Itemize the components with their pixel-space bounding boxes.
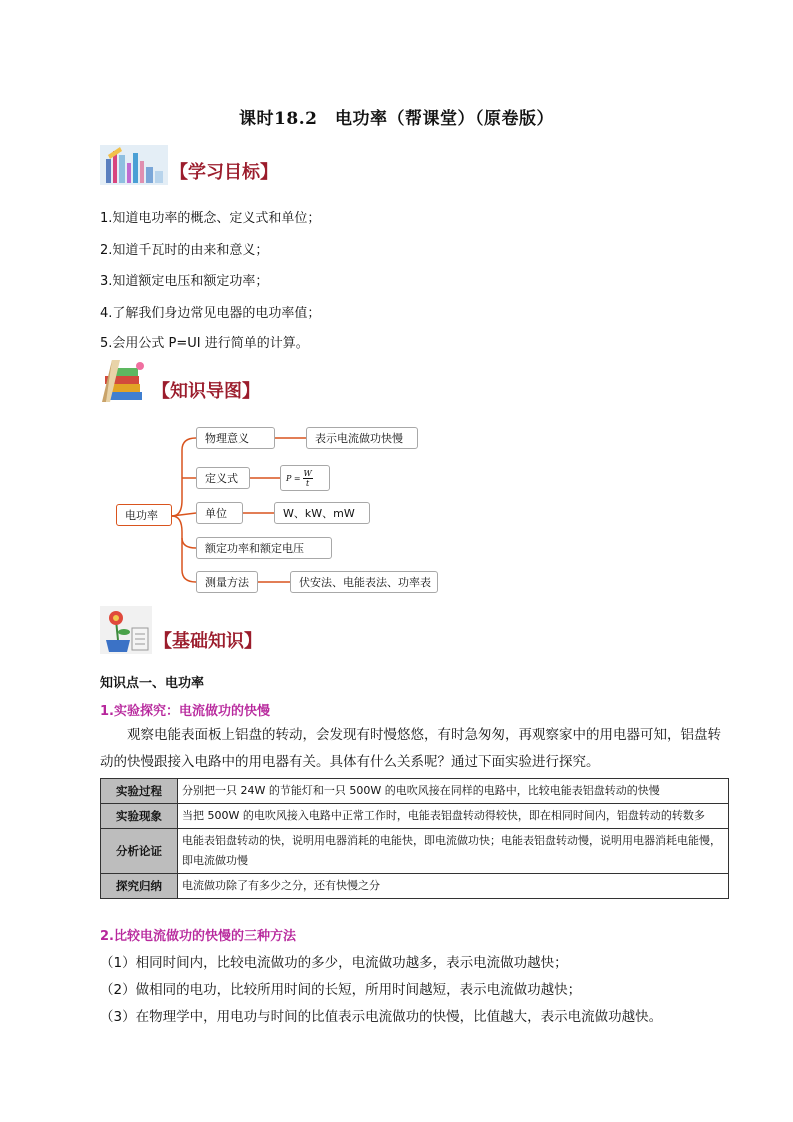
mindmap-node-unit: 单位 <box>196 502 243 524</box>
mindmap-node-measurement: 测量方法 <box>196 571 258 593</box>
section-mindmap-label: 【知识导图】 <box>152 381 260 402</box>
section-basics-label: 【基础知识】 <box>154 631 262 652</box>
section-goals-label: 【学习目标】 <box>170 162 278 183</box>
books-icon <box>100 145 168 185</box>
book-stack-icon <box>100 358 150 404</box>
mindmap-node-measurement-detail: 伏安法、电能表法、功率表 <box>290 571 438 593</box>
knowledge-point-title: 知识点一、电功率 <box>100 676 205 691</box>
method-item-3: （3）在物理学中，用电功与时间的比值表示电流做功的快慢，比值越大，表示电流做功越快。 <box>100 1009 663 1025</box>
table-row-label: 分析论证 <box>101 829 178 874</box>
flower-pot-icon <box>100 606 152 654</box>
page-title: 课时18.2 电功率（帮课堂）（原卷版） <box>239 109 554 129</box>
formula-lhs: P = <box>286 473 301 483</box>
goal-item-1: 1.知道电功率的概念、定义式和单位； <box>100 211 321 226</box>
section-basics-header <box>100 606 262 654</box>
goal-item-4: 4.了解我们身边常见电器的电功率值； <box>100 306 321 321</box>
mindmap-root: 电功率 <box>116 504 172 526</box>
goal-item-5: 5.会用公式 P=UI 进行简单的计算。 <box>100 336 309 351</box>
table-row <box>101 779 729 804</box>
goal-item-3: 3.知道额定电压和额定功率； <box>100 274 269 289</box>
section-mindmap-header <box>100 358 260 404</box>
experiment-table <box>100 778 729 899</box>
method-item-1: （1）相同时间内，比较电流做功的多少，电流做功越多，表示电流做功越快； <box>100 955 568 971</box>
table-row-text: 电流做功除了有多少之分，还有快慢之分 <box>178 874 729 899</box>
table-row-text: 当把 500W 的电吹风接入电路中正常工作时，电能表铝盘转动得较快，即在相同时间内，铝盘转动的转数多 <box>178 804 729 829</box>
subsection-experiment-title: 1.实验探究：电流做功的快慢 <box>100 704 270 719</box>
mindmap-node-meaning-detail: 表示电流做功快慢 <box>306 427 418 449</box>
table-row <box>101 804 729 829</box>
mindmap-node-meaning: 物理意义 <box>196 427 275 449</box>
table-row-label: 实验过程 <box>101 779 178 804</box>
intro-paragraph: 观察电能表面板上铝盘的转动，会发现有时慢悠悠，有时急匆匆，再观察家中的用电器可知，铝盘转动的快慢跟接入电路中的用电器有关。具体有什么关系呢？通过下面实验进行探究。 <box>100 727 721 770</box>
section-goals-header <box>100 145 278 185</box>
subsection-methods-title: 2.比较电流做功的快慢的三种方法 <box>100 929 296 944</box>
mindmap-node-rated: 额定功率和额定电压 <box>196 537 332 559</box>
table-row-text: 电能表铝盘转动的快，说明用电器消耗的电能快，即电流做功快；电能表铝盘转动慢，说明用电器消耗电能慢，即电流做功慢 <box>178 829 729 874</box>
mindmap-node-formula <box>280 465 330 491</box>
mindmap-node-unit-detail: W、kW、mW <box>274 502 370 524</box>
table-row-label: 实验现象 <box>101 804 178 829</box>
table-row <box>101 874 729 899</box>
table-row <box>101 829 729 874</box>
method-item-2: （2）做相同的电功，比较所用时间的长短，所用时间越短，表示电流做功越快； <box>100 982 582 998</box>
goal-item-2: 2.知道千瓦时的由来和意义； <box>100 243 269 258</box>
table-row-text: 分别把一只 24W 的节能灯和一只 500W 的电吹风接在同样的电路中，比较电能表铝盘转动的快慢 <box>178 779 729 804</box>
formula-numerator: W <box>303 468 312 478</box>
knowledge-mindmap <box>100 420 460 605</box>
formula-fraction <box>303 469 313 488</box>
table-row-label: 探究归纳 <box>101 874 178 899</box>
formula-denominator: t <box>306 478 310 488</box>
mindmap-node-definition: 定义式 <box>196 467 250 489</box>
